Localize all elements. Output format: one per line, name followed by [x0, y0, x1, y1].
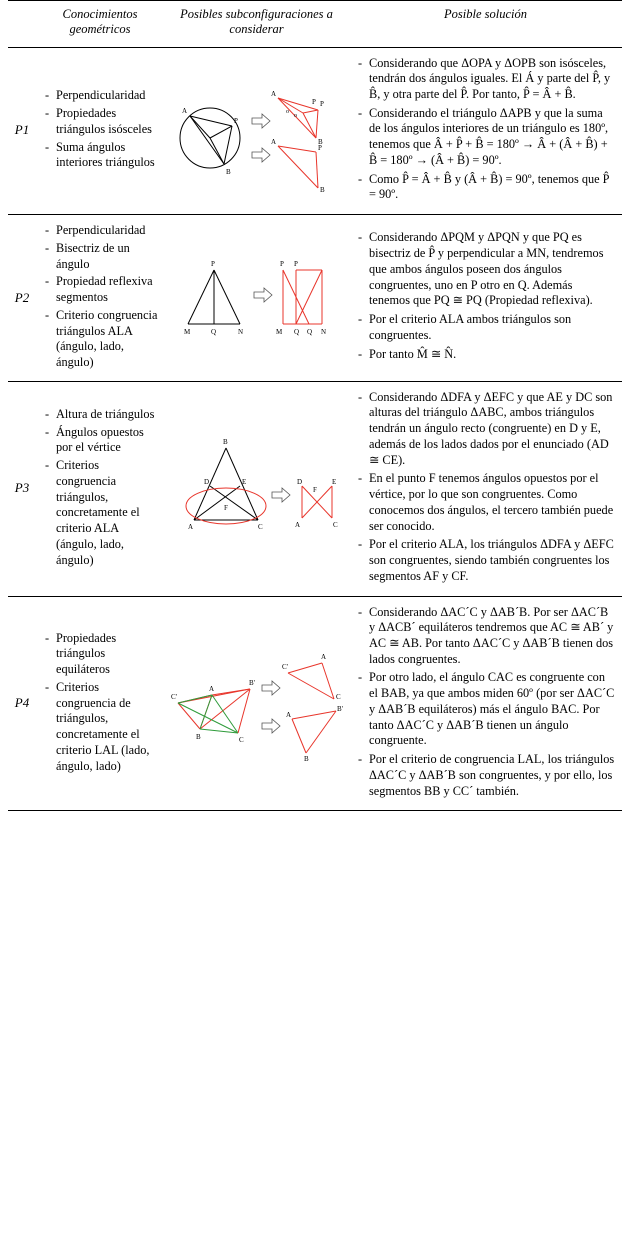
solution-item: - Por el criterio ALA ambos triángulos son congruentes.	[369, 312, 616, 343]
svg-text:P: P	[211, 259, 215, 268]
svg-text:A: A	[295, 520, 301, 529]
svg-text:P: P	[234, 116, 238, 125]
svg-text:M: M	[184, 327, 191, 336]
svg-text:A: A	[271, 89, 277, 98]
row-figure	[164, 215, 349, 382]
svg-text:P: P	[312, 97, 316, 106]
svg-text:A: A	[321, 652, 327, 661]
solution-item: - Por otro lado, el ángulo CAC es congruente con el BAB, ya que ambos miden 60º (por ser ΔAC´C y ΔAB´B equiláteros) más el ángulo BAC. Por tanto ΔAC´C y ΔAB´B tienen un ángulo congruente.	[369, 670, 616, 749]
figure-p2	[166, 252, 349, 344]
svg-text:D: D	[297, 477, 303, 486]
svg-text:N: N	[238, 327, 244, 336]
svg-text:C: C	[258, 522, 263, 531]
knowledge-item: - Criterios congruencia triángulos, concretamente el criterio ALA (ángulo, lado, ángulo)	[56, 458, 158, 568]
svg-text:A: A	[209, 684, 215, 693]
knowledge-item: - Propiedades triángulos equiláteros	[56, 631, 158, 678]
row-knowledge	[36, 215, 164, 382]
header-id	[8, 1, 36, 48]
svg-text:B': B'	[337, 704, 343, 713]
table-head	[8, 1, 622, 48]
svg-text:C: C	[336, 692, 341, 701]
knowledge-item: - Criterios congruencia de triángulos, concretamente el criterio LAL (lado, ángulo, lado)	[56, 680, 158, 774]
svg-text:B: B	[223, 437, 228, 446]
svg-text:F: F	[224, 503, 228, 512]
solution-item: - Por el criterio ALA, los triángulos ΔDFA y ΔEFC son congruentes, siendo también congruentes los segmentos AF y CF.	[369, 537, 616, 584]
svg-text:C': C'	[282, 662, 288, 671]
row-knowledge	[36, 381, 164, 596]
svg-text:F: F	[313, 485, 317, 494]
svg-text:C: C	[333, 520, 338, 529]
header-subconfigurations: Posibles subconfiguraciones a considerar	[164, 1, 349, 48]
knowledge-item: - Suma ángulos interiores triángulos	[56, 140, 158, 171]
solution-item: - En el punto F tenemos ángulos opuestos por el vértice, por lo que son congruentes. Como conocemos dos ángulos, el tercero también puede ser conocido.	[369, 471, 616, 534]
svg-text:B: B	[304, 754, 309, 763]
solution-item: - Por tanto M̂ ≅ N̂.	[369, 347, 616, 363]
svg-text:E: E	[242, 477, 247, 486]
svg-text:Q: Q	[211, 327, 217, 336]
knowledge-item: - Propiedad reflexiva segmentos	[56, 274, 158, 305]
configurations-table	[8, 0, 622, 811]
knowledge-item: - Propiedades triángulos isósceles	[56, 106, 158, 137]
figure-p4	[166, 641, 349, 766]
knowledge-item: - Ángulos opuestos por el vértice	[56, 425, 158, 456]
solution-item: - Considerando ΔDFA y ΔEFC y que AE y DC son alturas del triángulo ΔABC, ambos triángulos tendrán un ángulo recto (congruente) en D y E, además de los lados dados por el enunciado (AD ≅ CE).	[369, 390, 616, 469]
svg-text:C': C'	[171, 692, 177, 701]
svg-text:B': B'	[249, 678, 255, 687]
table-row	[8, 596, 622, 811]
svg-text:B: B	[320, 185, 325, 194]
knowledge-item: - Altura de triángulos	[56, 407, 158, 423]
row-solution	[349, 215, 622, 382]
solution-item: - Como P̂ = Â + B̂ y (Â + B̂) = 90º, tenemos que P̂ = 90º.	[369, 172, 616, 203]
row-id: P4	[8, 596, 36, 811]
svg-text:C: C	[239, 735, 244, 744]
row-solution	[349, 47, 622, 215]
svg-text:o: o	[286, 108, 289, 115]
header-knowledge: Conocimientos geométricos	[36, 1, 164, 48]
solution-item: - Considerando ΔAC´C y ΔAB´B. Por ser ΔAC´B y ΔACB´ equiláteros tendremos que AC ≅ AB´ y AC ≅ AB. Por tanto ΔAC´C y ΔAB´B tienen dos lados congruentes.	[369, 605, 616, 668]
svg-text:E: E	[332, 477, 337, 486]
svg-text:A: A	[182, 106, 188, 115]
knowledge-item: - Criterio congruencia triángulos ALA (ángulo, lado, ángulo)	[56, 308, 158, 371]
knowledge-item: - Perpendicularidad	[56, 88, 158, 104]
svg-text:Q: Q	[307, 327, 313, 336]
solution-item: - Considerando que ΔOPA y ΔOPB son isósceles, tendrán dos ángulos iguales. El Á y parte del P̂, y B̂, y otra parte del P̂. Por tanto, P̂ = Â + B̂.	[369, 56, 616, 103]
svg-text:o: o	[294, 112, 297, 119]
table-row	[8, 47, 622, 215]
svg-text:B: B	[318, 137, 323, 146]
svg-text:M: M	[276, 327, 283, 336]
figure-p3	[166, 434, 349, 544]
svg-text:P: P	[318, 143, 322, 152]
svg-text:P: P	[280, 259, 284, 268]
svg-text:P: P	[320, 99, 324, 108]
row-figure	[164, 47, 349, 215]
row-id: P2	[8, 215, 36, 382]
table-row	[8, 215, 622, 382]
header-solution: Posible solución	[349, 1, 622, 48]
row-figure	[164, 596, 349, 811]
solution-item: - Considerando el triángulo ΔAPB y que la suma de los ángulos interiores de un triángulo es 180º, tenemos que Â + P̂ + B̂ = 180º → Â + (Â + B̂) + B̂ = 180º → (Â + B̂) = 90º.	[369, 106, 616, 169]
svg-text:A: A	[188, 522, 194, 531]
figure-p1	[166, 66, 349, 196]
svg-text:A: A	[271, 137, 277, 146]
solution-item: - Considerando ΔPQM y ΔPQN y que PQ es bisectriz de P̂ y perpendicular a MN, tendremos que ambos ángulos poseen dos ángulos congruentes, uno en P otro en Q. Además tenemos que PQ ≅ PQ (Propiedad reflexiva).	[369, 230, 616, 309]
svg-text:A: A	[286, 710, 292, 719]
row-figure	[164, 381, 349, 596]
svg-text:D: D	[204, 477, 210, 486]
svg-text:N: N	[321, 327, 327, 336]
table-row	[8, 381, 622, 596]
row-id: P3	[8, 381, 36, 596]
knowledge-item: - Bisectriz de un ángulo	[56, 241, 158, 272]
knowledge-item: - Perpendicularidad	[56, 223, 158, 239]
svg-text:P: P	[294, 259, 298, 268]
row-solution	[349, 381, 622, 596]
svg-text:Q: Q	[294, 327, 300, 336]
row-knowledge	[36, 47, 164, 215]
svg-text:B: B	[226, 167, 231, 176]
solution-item: - Por el criterio de congruencia LAL, los triángulos ΔAC´C y ΔAB´B son congruentes, y por ello, los segmentos BB y CC´ también.	[369, 752, 616, 799]
row-id: P1	[8, 47, 36, 215]
row-solution	[349, 596, 622, 811]
row-knowledge	[36, 596, 164, 811]
svg-text:B: B	[196, 732, 201, 741]
table-body	[8, 47, 622, 811]
